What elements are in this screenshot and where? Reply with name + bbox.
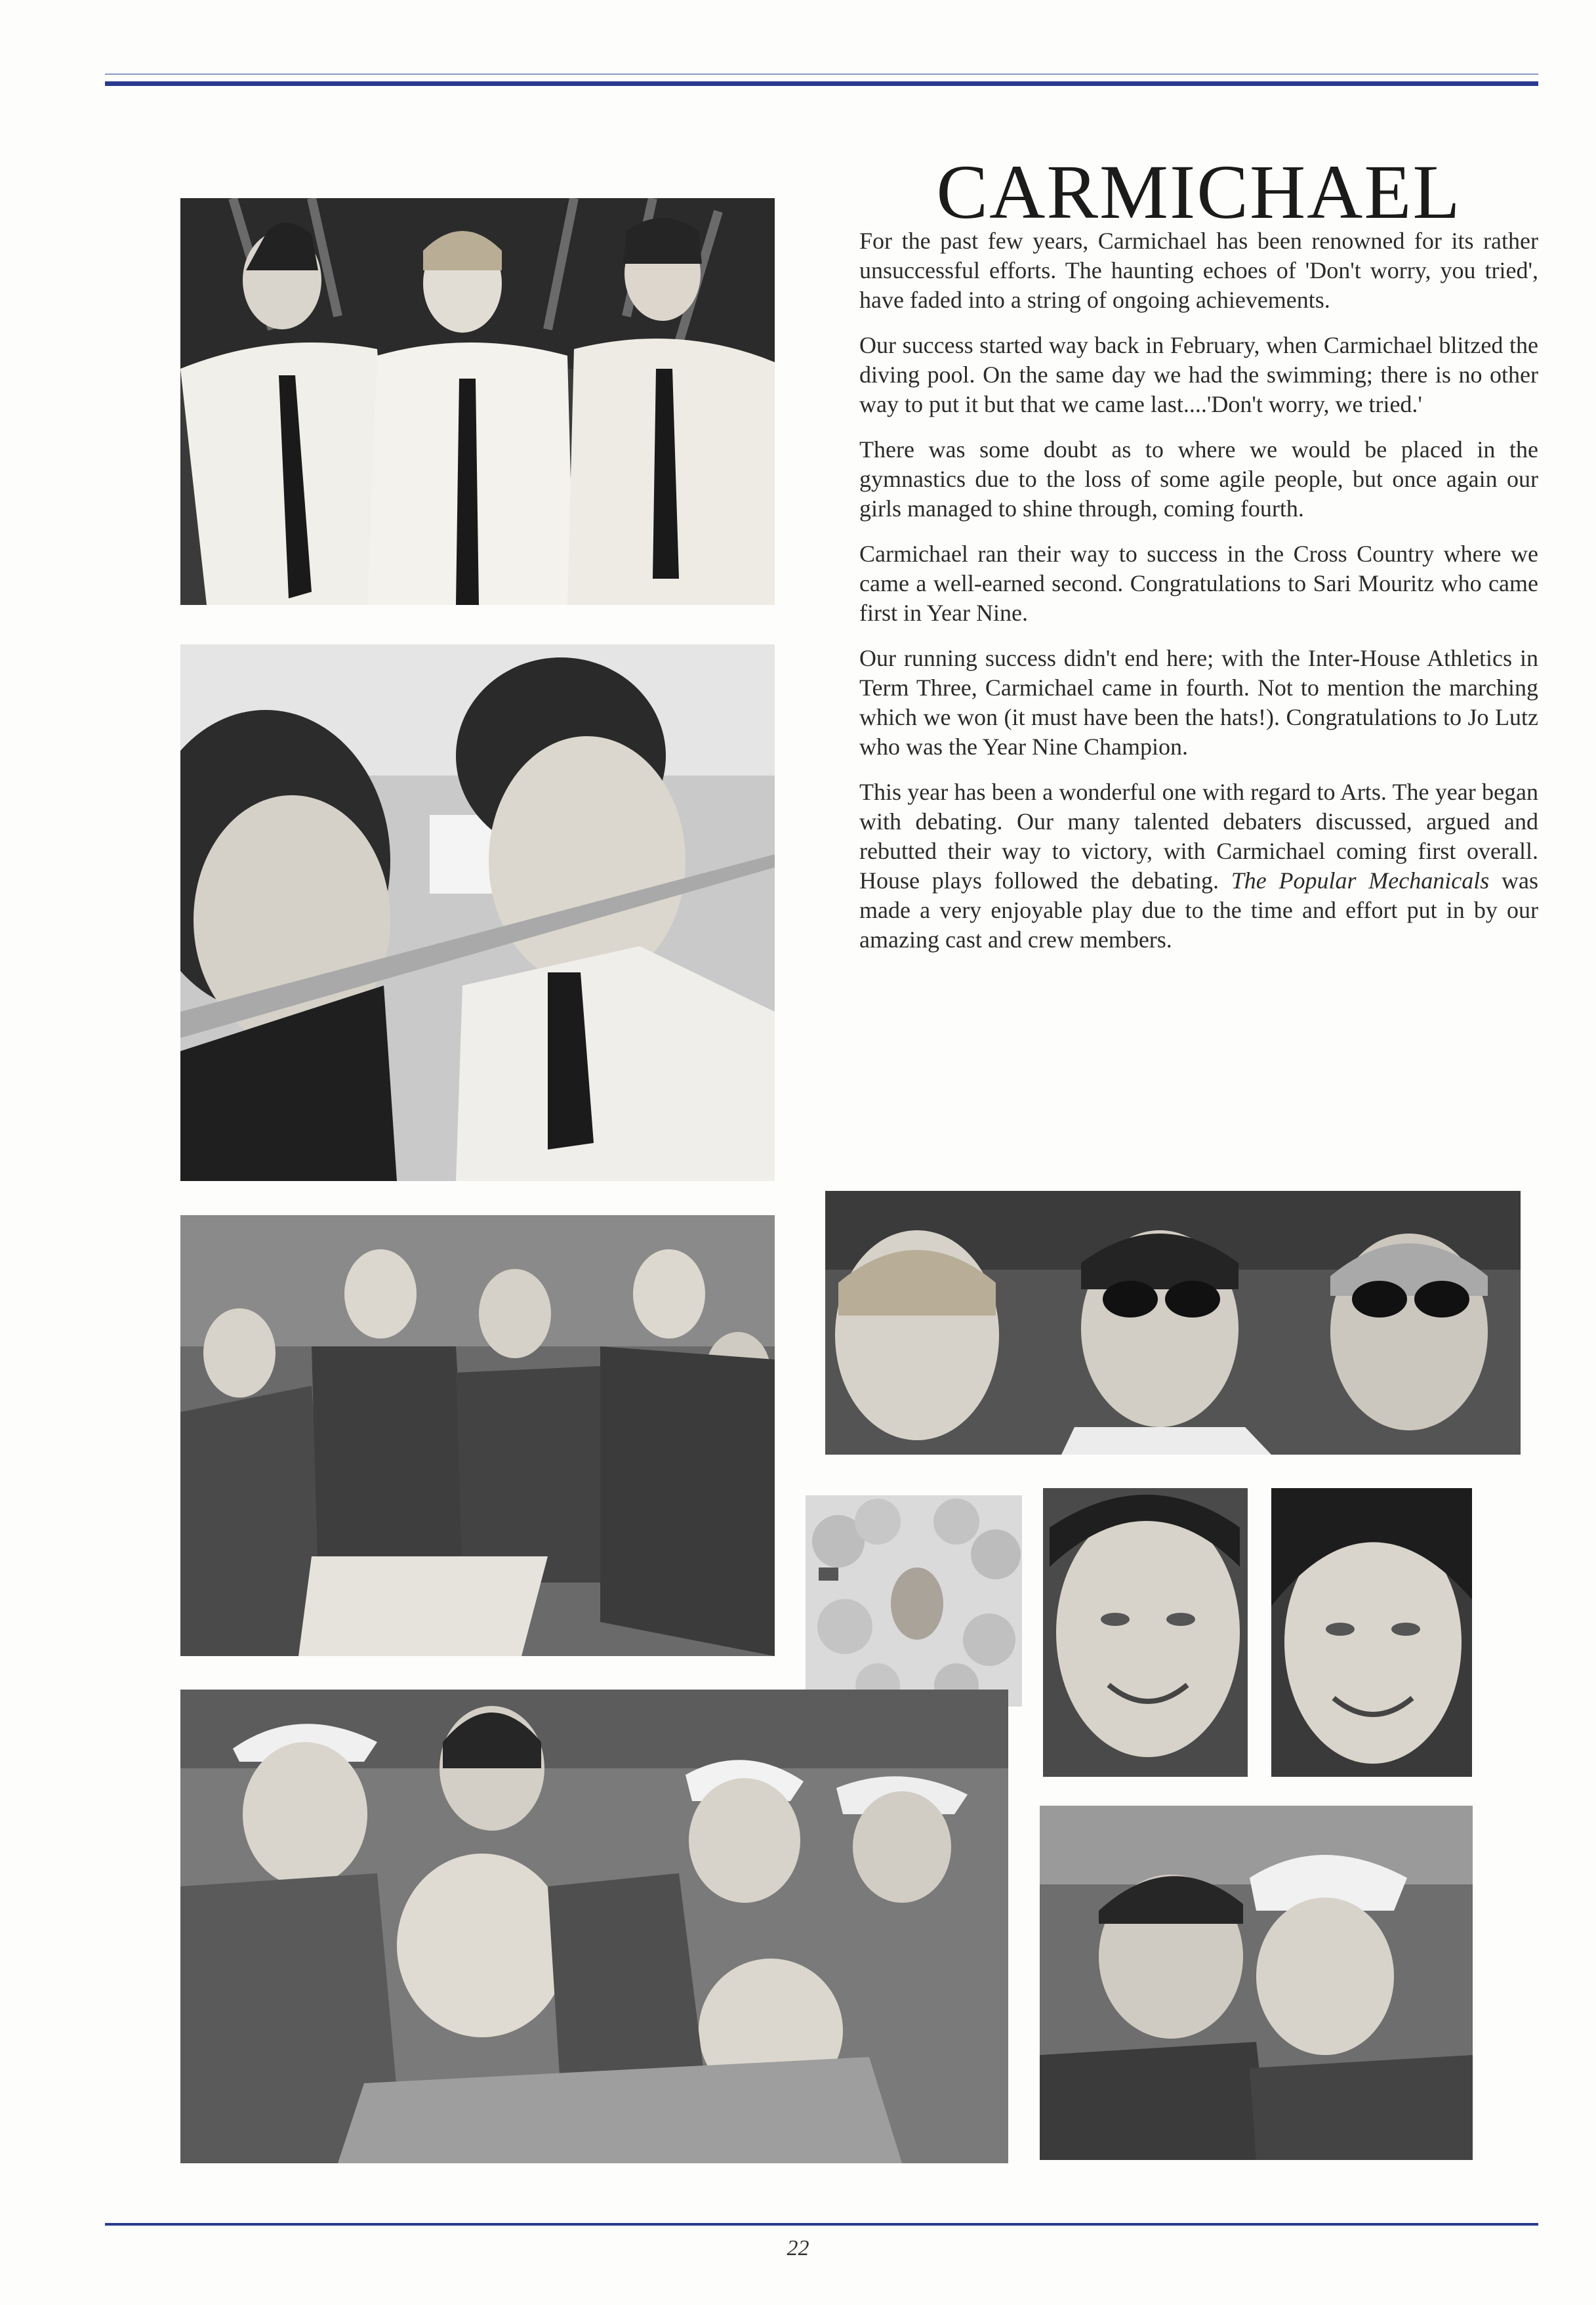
photo-sunglasses-faces	[825, 1191, 1521, 1455]
photo-three-prefects	[180, 198, 775, 605]
arts-text-start: This year has been a wonderful one with regard to Arts. The year began with debating. Our many talented debaters discussed, argued and rebutted their way to victory, with Carmichael coming first overall. House plays followed the debating.	[859, 779, 1538, 894]
paragraph-arts	[859, 778, 1538, 955]
footer-rule	[105, 2223, 1538, 2226]
paragraph-gymnastics: There was some doubt as to where we would be placed in the gymnastics due to the loss of some agile people, but once again our girls managed to shine through, coming fourth.	[859, 436, 1538, 522]
page-title: CARMICHAEL	[936, 149, 1462, 235]
play-title: The Popular Mechanicals	[1231, 867, 1490, 894]
header-rule-thick	[105, 81, 1538, 86]
photo-smiling-girl-right	[1271, 1488, 1472, 1777]
arts-text-end: was made a very enjoyable play due to the time and effort put in by our amazing cast and crew members.	[859, 867, 1538, 953]
header-rule-thin	[105, 73, 1538, 75]
page-number: 22	[787, 2236, 809, 2260]
photo-two-girls-hats	[1040, 1806, 1473, 2160]
article-body	[859, 226, 1538, 970]
photo-costume-portrait	[806, 1495, 1022, 1707]
paragraph-intro: For the past few years, Carmichael has been renowned for its rather unsuccessful efforts. The haunting echoes of 'Don't worry, you tried', have faded into a string of ongoing achievements.	[859, 228, 1538, 313]
paragraph-cross-country: Carmichael ran their way to success in the Cross Country where we came a well-earned second. Congratulations to Sari Mouritz who came first in Year Nine.	[859, 541, 1538, 626]
photo-flute-players	[180, 644, 775, 1181]
photo-smiling-girl-left	[1043, 1488, 1248, 1777]
photo-group-sun-hats	[180, 1690, 1008, 2163]
photo-group-on-grass	[180, 1215, 775, 1656]
paragraph-swimming: Our success started way back in February, when Carmichael blitzed the diving pool. On the same day we had the swimming; there is no other way to put it but that we came last....'Don't worry, we tried.'	[859, 332, 1538, 417]
paragraph-athletics: Our running success didn't end here; with the Inter-House Athletics in Term Three, Carmichael came in fourth. Not to mention the marching which we won (it must have been the hats!). Congratulations to Jo Lutz who was the Year Nine Champion.	[859, 645, 1538, 760]
